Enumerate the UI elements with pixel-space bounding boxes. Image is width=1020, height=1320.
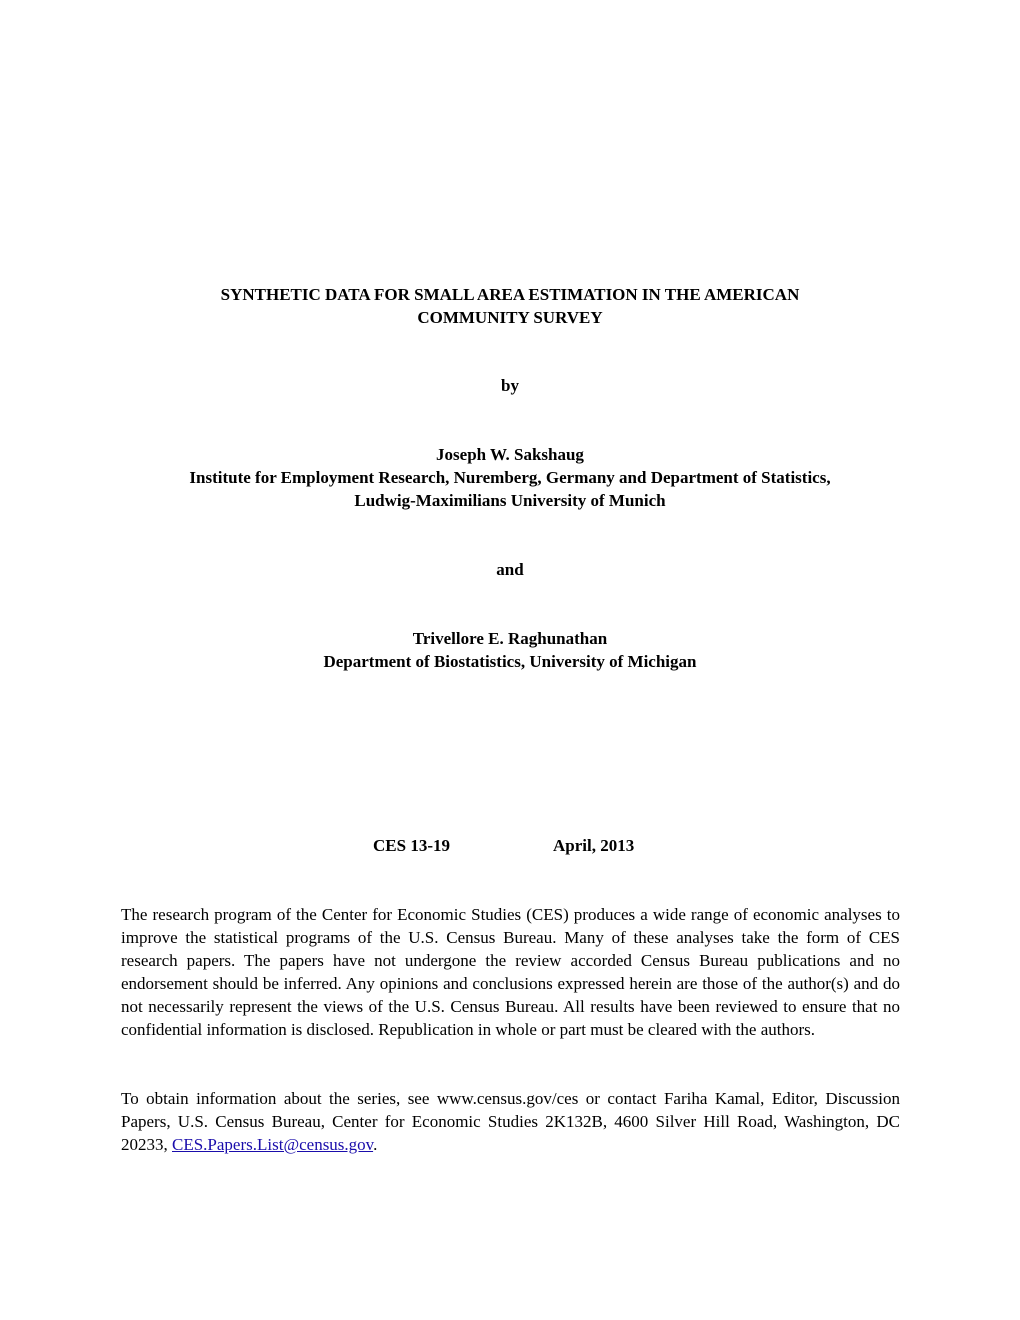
and-label: and [496, 560, 524, 579]
contact-text: To obtain information about the series, see www.census.gov/ces or contact Fariha Kamal, Editor, Discussion Papers, U.S. Census Bureau, Center for Economic Studies 2K132B, 4600 Silver Hill Road, Washington, DC 20233, [121, 1089, 900, 1154]
paper-title [100, 283, 920, 329]
author-block-2 [100, 627, 920, 673]
paper-date: April, 2013 [553, 836, 635, 855]
author-block-1 [100, 443, 920, 512]
paper-id: CES 13-19 [373, 836, 450, 855]
title-line-2: COMMUNITY SURVEY [417, 308, 603, 327]
author-affiliation-1-line-1: Institute for Employment Research, Nuremberg, Germany and Department of Statistics, [189, 468, 831, 487]
author-affiliation-2: Department of Biostatistics, University of Michigan [323, 652, 697, 671]
disclaimer-paragraph: The research program of the Center for Economic Studies (CES) produces a wide range of economic analyses to improve the statistical programs of the U.S. Census Bureau. Many of these analyses take the form of CES research papers. The papers have not undergone the review accorded Census Bureau publications and no endorsement should be inferred. Any opinions and conclusions expressed herein are those of the author(s) and do not necessarily represent the views of the U.S. Census Bureau. All results have been reviewed to ensure that no confidential information is disclosed. Republication in whole or part must be cleared with the authors. [121, 905, 900, 1039]
title-line-1: SYNTHETIC DATA FOR SMALL AREA ESTIMATION IN THE AMERICAN [220, 285, 800, 304]
contact-paragraph [121, 1087, 900, 1156]
author-name-1: Joseph W. Sakshaug [436, 445, 584, 464]
author-affiliation-1-line-2: Ludwig-Maximilians University of Munich [354, 491, 666, 510]
contact-text-end: . [373, 1135, 378, 1154]
email-link[interactable]: CES.Papers.List@census.gov [172, 1135, 374, 1154]
by-label: by [501, 376, 519, 395]
author-name-2: Trivellore E. Raghunathan [412, 629, 608, 648]
